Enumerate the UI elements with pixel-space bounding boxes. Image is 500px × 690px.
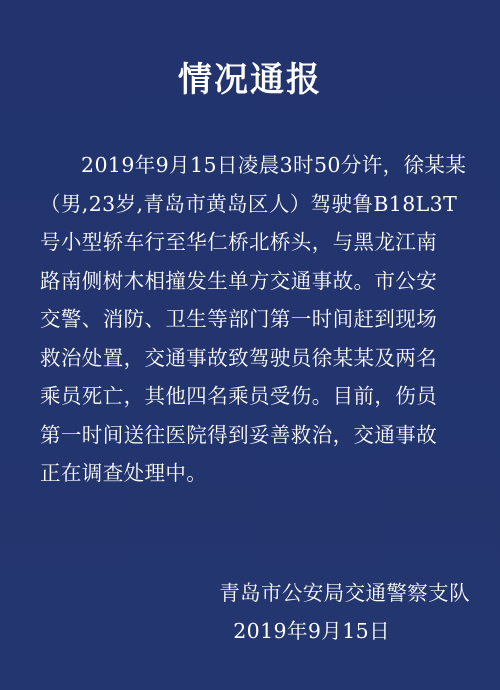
signature-date: 2019年9月15日 <box>233 619 390 643</box>
notice-signature <box>140 574 470 650</box>
body-line-1: 2019年9月15日凌晨3时50分许，徐某某 <box>81 153 467 177</box>
body-line-3: 号小型轿车行至华仁桥北桥头，与黑龙江南 <box>40 230 438 254</box>
signature-organization: 青岛市公安局交通警察支队 <box>219 581 470 605</box>
body-line-2: （男,23岁,青岛市黄岛区人）驾驶鲁B18L3T <box>40 191 458 216</box>
body-line-8: 第一时间送往医院得到妥善救治，交通事故 <box>40 422 438 447</box>
notice-title: 情况通报 <box>178 60 322 100</box>
body-line-9: 正在调查处理中。 <box>40 461 208 485</box>
body-line-6: 救治处置，交通事故致驾驶员徐某某及两名 <box>40 345 438 370</box>
body-line-7: 乘员死亡，其他四名乘员受伤。目前，伤员 <box>40 384 438 408</box>
body-line-5: 交警、消防、卫生等部门第一时间赶到现场 <box>40 307 438 331</box>
body-line-4: 路南侧树木相撞发生单方交通事故。市公安 <box>40 268 438 293</box>
notice-body <box>40 146 474 493</box>
